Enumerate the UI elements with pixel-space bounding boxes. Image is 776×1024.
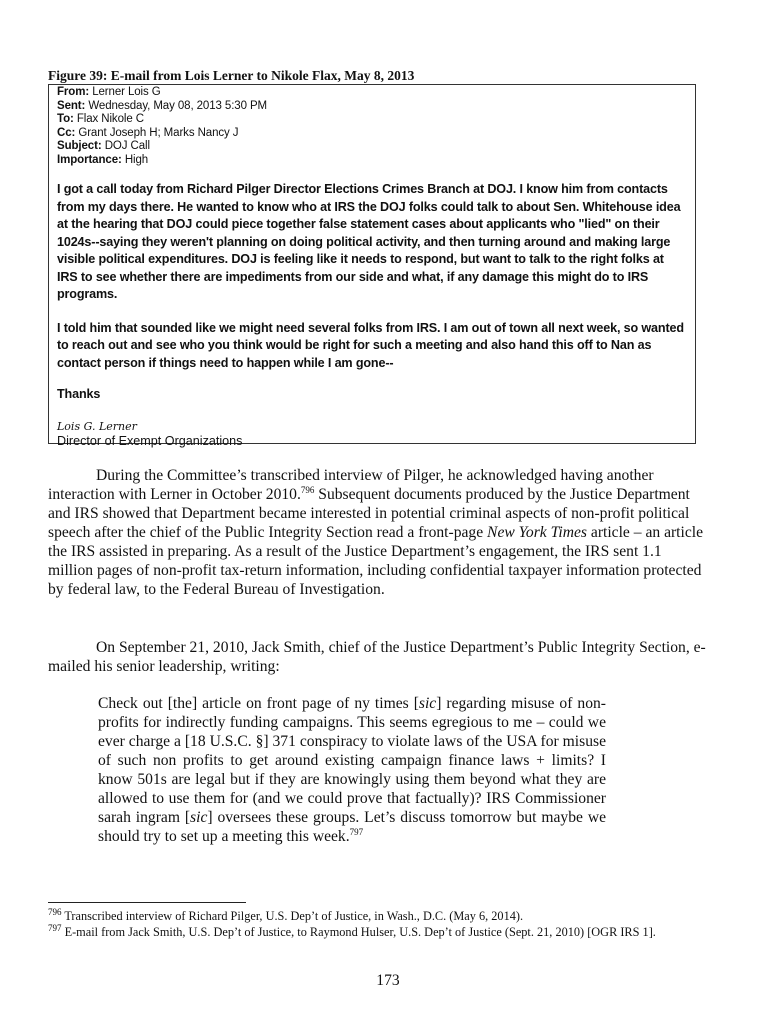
cc-label: Cc: <box>57 126 76 139</box>
email-sent-line <box>57 100 687 114</box>
email-body-paragraph-2: I told him that sounded like we might need several folks from IRS. I am out of town all next week, so wanted to reach out and see who you think would be right for such a meeting and also hand this off to Nan as contact person if things need to happen while I am gone-- <box>57 320 684 370</box>
signature: Lois G. Lerner <box>57 419 137 433</box>
email-thanks: Thanks <box>57 387 101 401</box>
footnote-number: 797 <box>48 922 62 933</box>
from-label: From: <box>57 86 90 98</box>
email-subject-line <box>57 140 687 154</box>
email-to-line <box>57 113 687 127</box>
footnote-text: Transcribed interview of Richard Pilger, U.S. Dep’t of Justice, in Wash., D.C. (May 6, 2014). <box>61 909 524 923</box>
email-image <box>48 84 696 448</box>
footnote-ref-797: 797 <box>349 826 364 837</box>
importance-value: High <box>124 153 149 166</box>
quote-text-c: ] oversees these groups. Let’s discuss tomorrow but maybe we should try to set up a meeting this week. <box>98 809 607 845</box>
from-value: Lerner Lois G <box>92 86 161 98</box>
email-importance-line <box>57 154 687 168</box>
figure-caption: Figure 39: E-mail from Lois Lerner to Nikole Flax, May 8, 2013 <box>48 68 415 83</box>
footnote-divider <box>48 902 246 903</box>
quote-sic-1: sic <box>418 695 437 712</box>
para1-text-a: During the Committee’s transcribed interview of Pilger, he acknowledged having another interaction with Lerner in October 2010. <box>48 467 654 503</box>
to-label: To: <box>57 113 74 125</box>
email-cc-line <box>57 127 687 141</box>
subject-label: Subject: <box>57 140 102 152</box>
para1-text-b: Subsequent documents produced by the Justice Department and IRS showed that Department became interested in potential criminal aspects of non-profit political speech after the chief of the Public Integrity Section read a front-page <box>48 486 690 541</box>
body-paragraph-2: On September 21, 2010, Jack Smith, chief of the Justice Department’s Public Integrity Section, e-mailed his senior leadership, writing: <box>48 639 706 675</box>
block-quote <box>98 694 606 846</box>
body-paragraph-1 <box>48 466 708 599</box>
quote-text-b: ] regarding misuse of non-profits for indirectly funding campaigns. This seems egregious to me – could we ever charge a [18 U.S.C. §] 371 conspiracy to violate laws of the USA for misuse of such non profits to get around existing campaign finance laws + limits? I know 501s are legal but if they are knowingly using them beyond what they are allowed to use them for (and we could prove that factually)? IRS Commissioner sarah ingram [ <box>98 695 606 826</box>
sent-value: Wednesday, May 08, 2013 5:30 PM <box>88 99 268 112</box>
para1-italic-nyt: New York Times <box>487 524 587 541</box>
email-body-paragraph-1: I got a call today from Richard Pilger Director Elections Crimes Branch at DOJ. I know him from contacts from my days there. He wanted to know who at IRS the DOJ folks could talk to about Sen. Whitehouse idea at the hearing that DOJ could piece together false statement cases about applicants who "lied" on their 1024s--saying they weren't planning on doing political activity, and then turning around and making large visible political expenditures. DOJ is feeling like it needs to respond, but want to talk to the right folks at IRS to see whether there are impediments from our side and what, if any damage this might do to IRS programs. <box>57 182 681 301</box>
footnote-797 <box>48 922 708 940</box>
quote-sic-2: sic <box>190 809 208 826</box>
email-from-line <box>57 86 687 100</box>
subject-value: DOJ Call <box>104 140 150 152</box>
sent-label: Sent: <box>57 99 86 112</box>
importance-label: Importance: <box>57 153 122 166</box>
to-value: Flax Nikole C <box>76 113 144 125</box>
quote-text-a: Check out [the] article on front page of ny times [ <box>98 695 419 712</box>
page-number: 173 <box>376 972 400 989</box>
cc-value: Grant Joseph H; Marks Nancy J <box>78 126 239 139</box>
footnote-ref-796: 796 <box>300 484 315 495</box>
footnote-number: 796 <box>48 906 62 917</box>
signature-title: Director of Exempt Organizations <box>57 433 243 448</box>
para1-text-c: article – an article the IRS assisted in preparing. As a result of the Justice Department’s engagement, the IRS sent 1.1 million pages of non-profit tax-return information, including confidential taxpayer information protected by federal law, to the Federal Bureau of Investigation. <box>48 524 704 598</box>
footnote-796 <box>48 906 708 924</box>
footnote-text: E-mail from Jack Smith, U.S. Dep’t of Justice, to Raymond Hulser, U.S. Dep’t of Justice (Sept. 21, 2010) [OGR IRS 1]. <box>61 925 656 939</box>
